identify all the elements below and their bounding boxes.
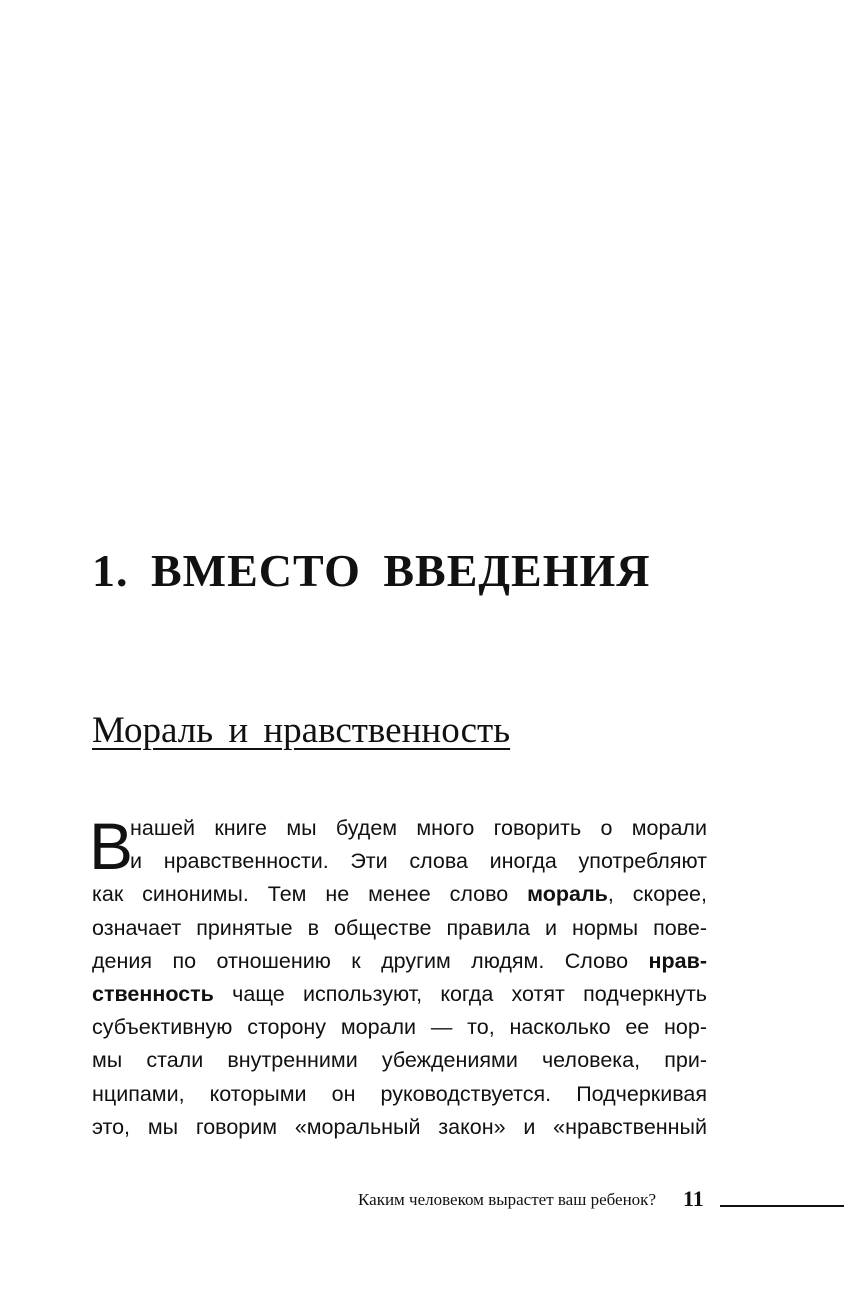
section-title: Мораль и нравственность bbox=[92, 710, 511, 751]
text-line: В нашей книге мы будем много говорить о морали bbox=[89, 809, 707, 883]
text-line: означает принятые в обществе правила и нормы пове- bbox=[92, 915, 707, 940]
chapter-title: 1. ВМЕСТО ВВЕДЕНИЯ bbox=[92, 545, 651, 596]
drop-cap: В bbox=[89, 809, 134, 883]
page-number: 11 bbox=[683, 1186, 704, 1211]
term-morality: мораль bbox=[527, 882, 608, 907]
body-paragraph bbox=[89, 809, 707, 1144]
text-line: как синонимы. Тем не менее слово мораль, скорее, bbox=[92, 882, 707, 907]
text-line: дения по отношению к другим людям. Слово нрав- bbox=[92, 948, 707, 973]
text-line: нципами, которыми он руководствуется. Подчеркивая bbox=[92, 1081, 707, 1106]
text-line: это, мы говорим «моральный закон» и «нравственный bbox=[92, 1114, 707, 1139]
footer-rule bbox=[720, 1205, 844, 1207]
text-line: и нравственности. Эти слова иногда употребляют bbox=[130, 849, 707, 874]
running-footer-title: Каким человеком вырастет ваш ребенок? bbox=[358, 1190, 656, 1209]
text-line: ственность чаще используют, когда хотят подчеркнуть bbox=[92, 981, 707, 1006]
term-ethics-part1: нрав- bbox=[648, 948, 707, 973]
term-ethics-part2: ственность bbox=[92, 981, 214, 1006]
text-line: субъективную сторону морали — то, насколько ее нор- bbox=[92, 1015, 707, 1040]
text-line: мы стали внутренними убеждениями человека, при- bbox=[92, 1048, 707, 1073]
